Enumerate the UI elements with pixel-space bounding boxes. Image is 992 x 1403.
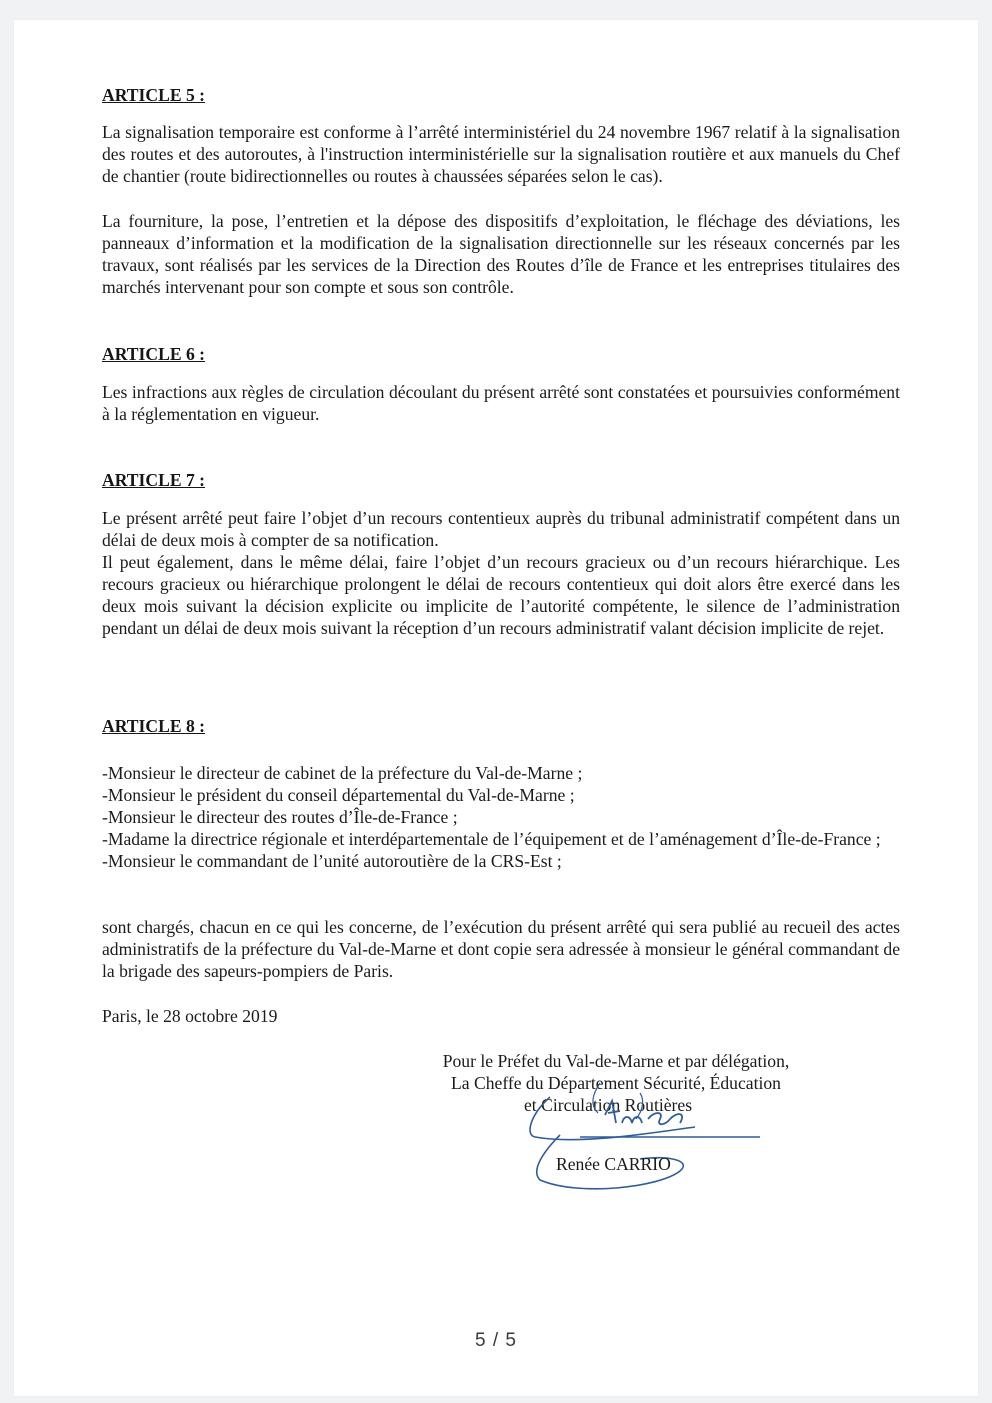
signature-delegation-line: Pour le Préfet du Val-de-Marne et par délégation, [442, 1051, 790, 1071]
article-7-paragraph-2: Il peut également, dans le même délai, faire l’objet d’un recours gracieux ou d’un recours hiérarchique. Les recours gracieux ou hiérarchique prolongent le délai de recours contentieux qui doit alors être exercé dans les deux mois suivant la décision explicite ou implicite de l’autorité compétente, le silence de l’administration pendant un délai de deux mois suivant la réception d’un recours administratif valant décision implicite de rejet. [102, 552, 900, 638]
handwritten-signature [520, 1075, 770, 1195]
article-8-heading: ARTICLE 8 : [102, 716, 206, 736]
place-and-date: Paris, le 28 octobre 2019 [102, 1006, 278, 1026]
article-7-paragraph-1: Le présent arrêté peut faire l’objet d’un recours contentieux auprès du tribunal administratif compétent dans un délai de deux mois à compter de sa notification. [102, 508, 900, 550]
page-number: 5 / 5 [475, 1330, 517, 1351]
addressee-item: -Monsieur le directeur des routes d’Île-de-France ; [102, 807, 458, 827]
article-5-heading: ARTICLE 5 : [102, 85, 206, 105]
signature-title-line-2: et Circulation Routières [524, 1095, 693, 1115]
addressee-item: -Monsieur le commandant de l’unité autoroutière de la CRS-Est ; [102, 851, 562, 871]
article-6-heading: ARTICLE 6 : [102, 344, 206, 364]
addressee-item: -Monsieur le président du conseil départemental du Val-de-Marne ; [102, 785, 575, 805]
article-5-paragraph-1: La signalisation temporaire est conforme à l’arrêté interministériel du 24 novembre 1967 relatif à la signalisation des routes et des autoroutes, à l'instruction interministérielle sur la signalisation routière et aux manuels du Chef de chantier (route bidirectionnelles ou routes à chaussées séparées selon le cas). [102, 122, 900, 186]
article-6-paragraph-1: Les infractions aux règles de circulation découlant du présent arrêté sont constatées et poursuivies conformément à la réglementation en vigueur. [102, 382, 900, 424]
signature-title-line: La Cheffe du Département Sécurité, Éducation [451, 1073, 781, 1093]
addressee-item: -Monsieur le directeur de cabinet de la préfecture du Val-de-Marne ; [102, 763, 583, 783]
article-8-paragraph-2: sont chargés, chacun en ce qui les concerne, de l’exécution du présent arrêté qui sera publié au recueil des actes administratifs de la préfecture du Val-de-Marne et dont copie sera adressée à monsieur le général commandant de la brigade des sapeurs-pompiers de Paris. [102, 917, 900, 981]
article-7-body [102, 507, 900, 639]
addressee-item: -Madame la directrice régionale et interdépartementale de l’équipement et de l’aménagement d’Île-de-France ; [102, 829, 881, 849]
article-7-heading: ARTICLE 7 : [102, 470, 206, 490]
signer-name: Renée CARRIO [556, 1154, 671, 1174]
article-8-addressee-list [102, 762, 900, 872]
article-5-paragraph-2: La fourniture, la pose, l’entretien et la dépose des dispositifs d’exploitation, le fléchage des déviations, les panneaux d’information et la modification de la signalisation directionnelle sur les réseaux concernés par les travaux, sont réalisés par les services de la Direction des Routes d’île de France et les entreprises titulaires des marchés intervenant pour son compte et sous son contrôle. [102, 211, 900, 297]
